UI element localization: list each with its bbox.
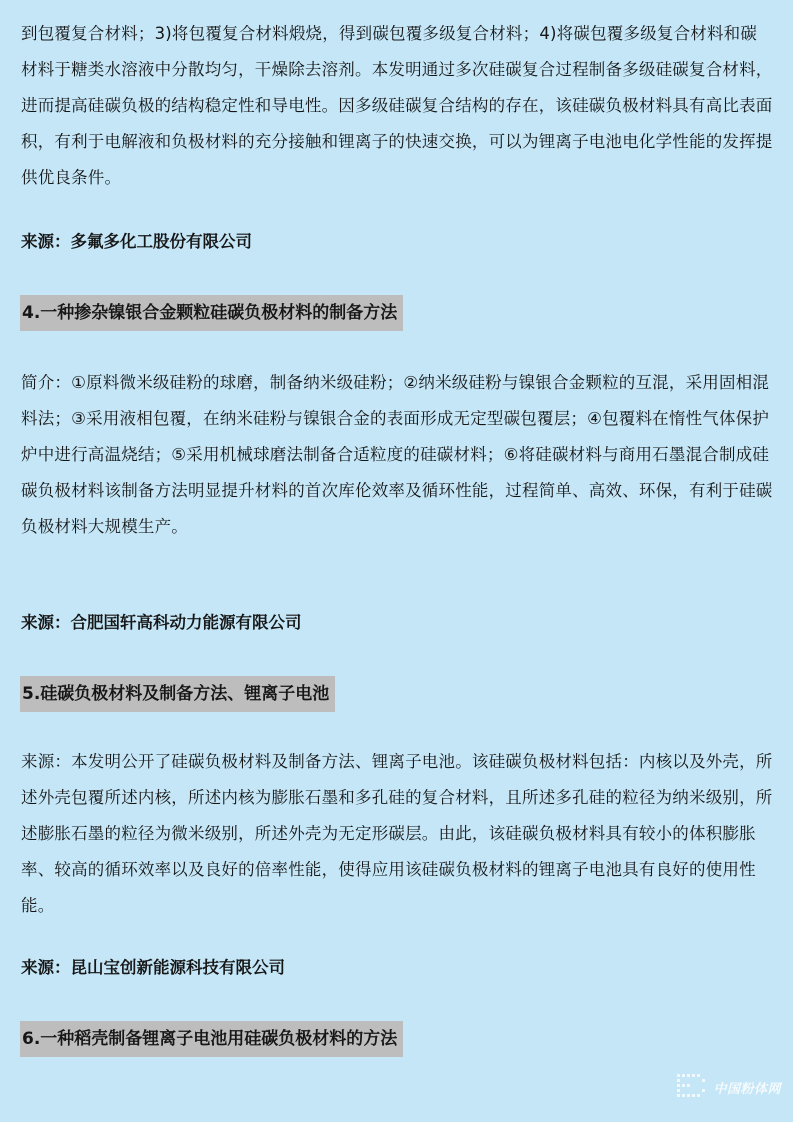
source-line: 来源：昆山宝创新能源科技有限公司 — [21, 958, 285, 977]
intro-paragraph: 到包覆复合材料；3)将包覆复合材料煅烧，得到碳包覆多级复合材料；4)将碳包覆多级复合材料和碳材料于糖类水溶液中分散均匀，干燥除去溶剂。本发明通过多次硅碳复合过程制备多级硅碳复合材料，进而提高硅碳负极的结构稳定性和导电性。因多级硅碳复合结构的存在，该硅碳负极材料具有高比表面积，有利于电解液和负极材料的充分接触和锂离子的快速交换，可以为锂离子电池电化学性能的发挥提供优良条件。 — [21, 24, 773, 187]
source-line: 来源：多氟多化工股份有限公司 — [21, 232, 252, 251]
section-body: 简介：①原料微米级硅粉的球磨，制备纳米级硅粉；②纳米级硅粉与镍银合金颗粒的互混，采用固相混料法；③采用液相包覆，在纳米硅粉与镍银合金的表面形成无定型碳包覆层；④包覆料在惰性气体保护炉中进行高温烧结；⑤采用机械球磨法制备合适粒度的硅碳材料；⑥将硅碳材料与商用石墨混合制成硅碳负极材料该制备方法明显提升材料的首次库伦效率及循环性能，过程简单、高效、环保，有利于硅碳负极材料大规模生产。 — [21, 373, 773, 536]
section-heading: 5.硅碳负极材料及制备方法、锂离子电池 — [20, 676, 335, 712]
section-body: 来源：本发明公开了硅碳负极材料及制备方法、锂离子电池。该硅碳负极材料包括：内核以及外壳，所述外壳包覆所述内核，所述内核为膨胀石墨和多孔硅的复合材料，且所述多孔硅的粒径为纳米级别，所述膨胀石墨的粒径为微米级别，所述外壳为无定形碳层。由此，该硅碳负极材料具有较小的体积膨胀率、较高的循环效率以及良好的倍率性能，使得应用该硅碳负极材料的锂离子电池具有良好的使用性能。 — [21, 752, 773, 915]
watermark — [675, 1070, 781, 1104]
cnpowder-logo-icon — [675, 1070, 709, 1104]
section-heading: 4.一种掺杂镍银合金颗粒硅碳负极材料的制备方法 — [20, 295, 403, 331]
watermark-text: 中国粉体网 — [713, 1081, 781, 1097]
section-heading: 6.一种稻壳制备锂离子电池用硅碳负极材料的方法 — [20, 1021, 403, 1057]
source-line: 来源：合肥国轩高科动力能源有限公司 — [21, 613, 302, 632]
